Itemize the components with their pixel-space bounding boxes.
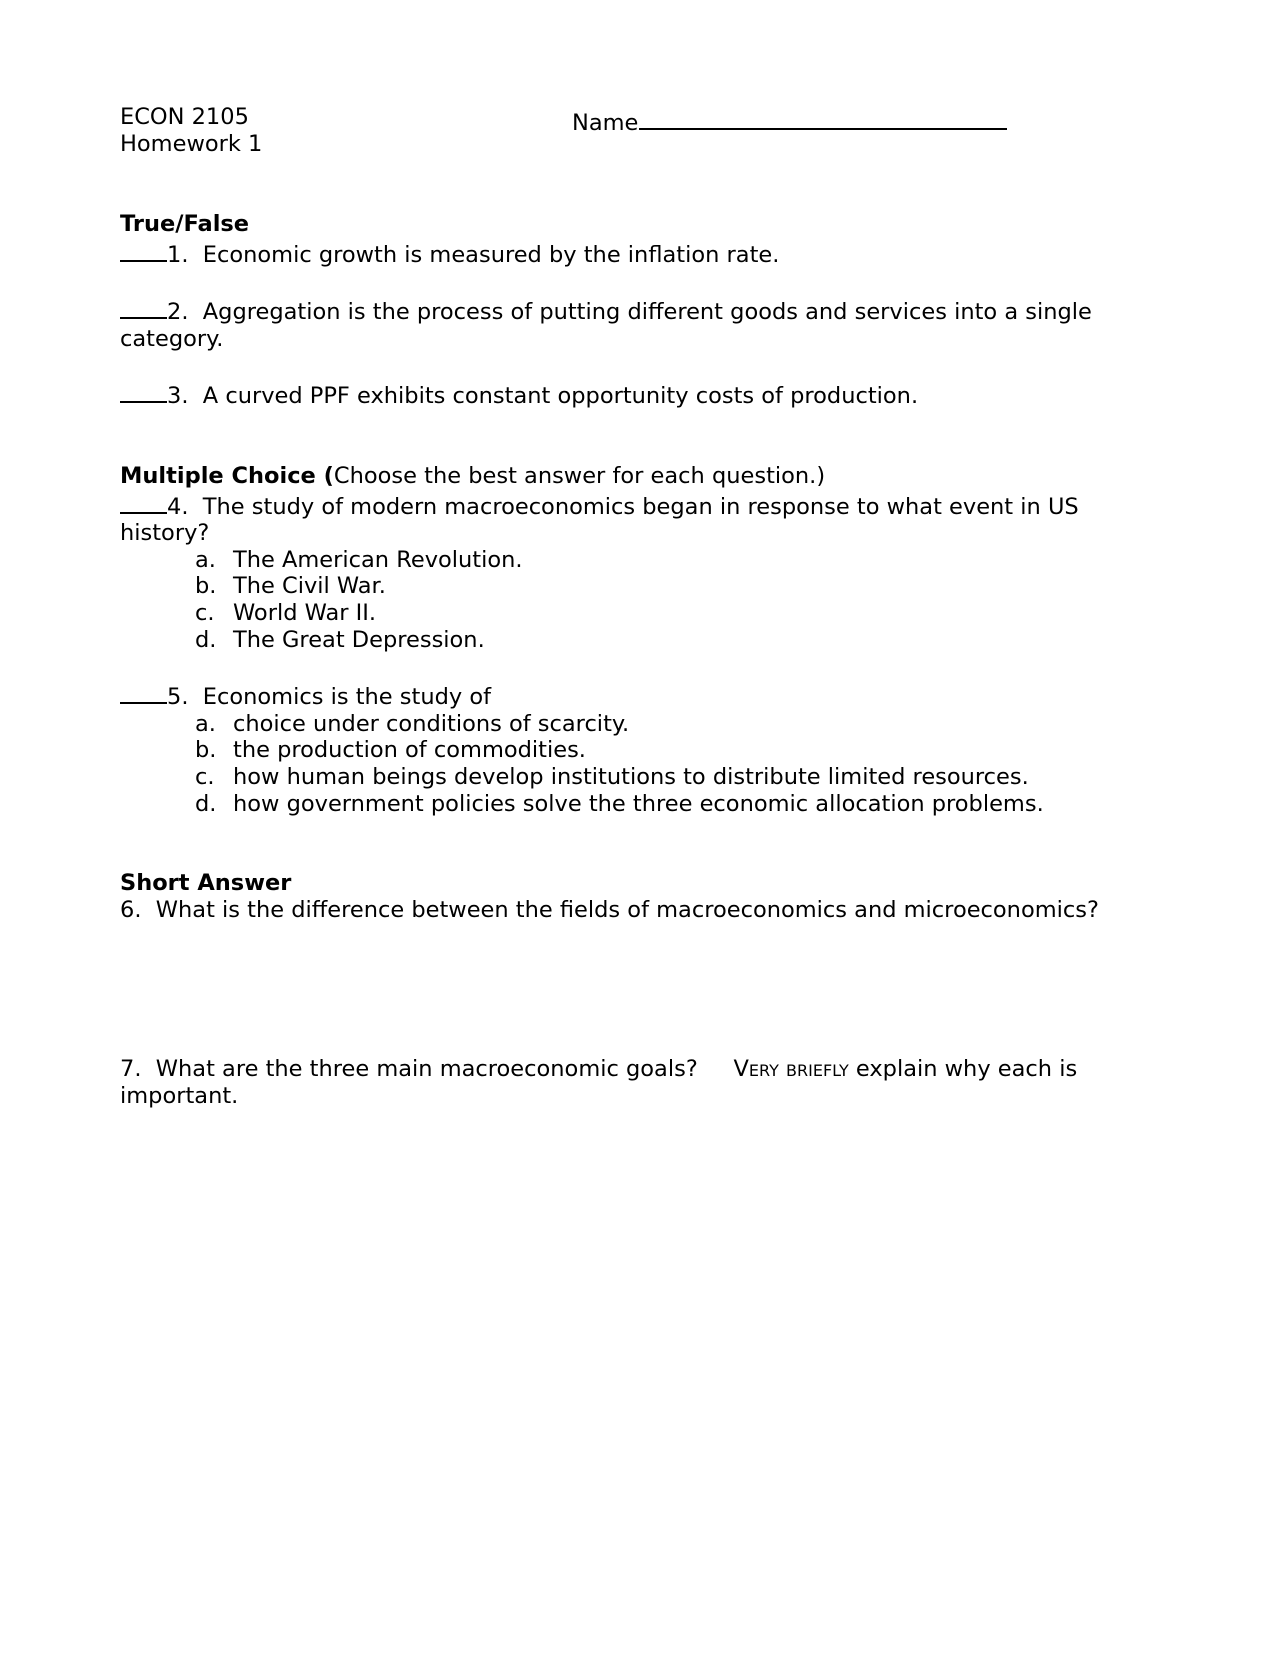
question-text: Aggregation is the process of putting different goods and services into a single category. [120, 299, 1092, 352]
question-text: What are the three main macroeconomic goals? [155, 1056, 698, 1083]
document-header [120, 104, 1170, 158]
option-letter: d. [195, 626, 217, 653]
name-blank-line[interactable] [639, 104, 1007, 130]
option-item [120, 573, 1170, 600]
option-letter: c. [195, 763, 215, 790]
name-label: Name [572, 110, 639, 136]
question-5-options [120, 711, 1170, 817]
option-text: how government policies solve the three economic allocation problems. [233, 790, 1044, 817]
multiple-choice-section [120, 463, 1170, 817]
question-text: What is the difference between the fields of macroeconomics and microeconomics? [155, 896, 1099, 923]
option-letter: a. [195, 710, 216, 737]
question-number: 1. [167, 241, 189, 268]
option-text: The Great Depression. [233, 626, 485, 653]
question-text: Economics is the study of [202, 684, 492, 711]
option-item [120, 547, 1170, 574]
answer-blank-2[interactable] [120, 295, 167, 319]
question-number: 2. [167, 299, 189, 326]
question-number: 5. [167, 684, 189, 711]
option-letter: b. [195, 573, 217, 600]
multiple-choice-title: Multiple Choice ( [120, 462, 334, 489]
option-text: The American Revolution. [233, 546, 523, 573]
true-false-title: True/False [120, 211, 250, 237]
question-text: A curved PPF exhibits constant opportunity costs of production. [202, 383, 919, 410]
option-item [120, 737, 1170, 764]
question-text: Economic growth is measured by the inflation rate. [202, 241, 780, 268]
question-text: explain why each is important. [120, 1056, 1078, 1109]
question-7 [120, 1056, 1170, 1109]
option-text: The Civil War. [233, 573, 386, 600]
option-letter: d. [195, 790, 217, 817]
homework-title: Homework 1 [120, 131, 263, 157]
name-field[interactable] [572, 104, 1007, 137]
multiple-choice-heading [120, 463, 1170, 490]
question-number: 6. [120, 896, 142, 923]
option-item [120, 600, 1170, 627]
course-code: ECON 2105 [120, 104, 249, 130]
question-6 [120, 897, 1170, 924]
answer-blank-1[interactable] [120, 238, 167, 262]
option-text: choice under conditions of scarcity. [233, 710, 630, 737]
short-answer-section [120, 870, 1170, 1409]
option-letter: c. [195, 599, 215, 626]
question-number: 7. [120, 1056, 142, 1083]
multiple-choice-instruction: Choose the best answer for each question.) [333, 462, 826, 489]
document-page [120, 104, 1170, 1409]
answer-space-6[interactable] [120, 923, 1170, 1056]
option-item [120, 791, 1170, 818]
answer-blank-5[interactable] [120, 680, 167, 704]
emphasis-text: Very briefly [733, 1056, 849, 1083]
option-text: how human beings develop institutions to distribute limited resources. [233, 763, 1029, 790]
answer-space-7[interactable] [120, 1109, 1170, 1409]
option-item [120, 711, 1170, 738]
question-number: 4. [167, 493, 189, 520]
option-text: World War II. [233, 599, 377, 626]
option-text: the production of commodities. [233, 737, 586, 764]
option-letter: a. [195, 546, 216, 573]
question-4 [120, 490, 1170, 547]
question-2 [120, 295, 1170, 352]
question-5 [120, 680, 1170, 711]
true-false-section [120, 211, 1170, 410]
question-1 [120, 238, 1170, 269]
option-item [120, 764, 1170, 791]
answer-blank-3[interactable] [120, 379, 167, 403]
short-answer-title: Short Answer [120, 870, 292, 897]
option-item [120, 627, 1170, 654]
option-letter: b. [195, 737, 217, 764]
question-4-options [120, 547, 1170, 653]
question-number: 3. [167, 383, 189, 410]
answer-blank-4[interactable] [120, 490, 167, 514]
question-text: The study of modern macroeconomics began in response to what event in US history? [120, 493, 1079, 547]
question-3 [120, 379, 1170, 410]
